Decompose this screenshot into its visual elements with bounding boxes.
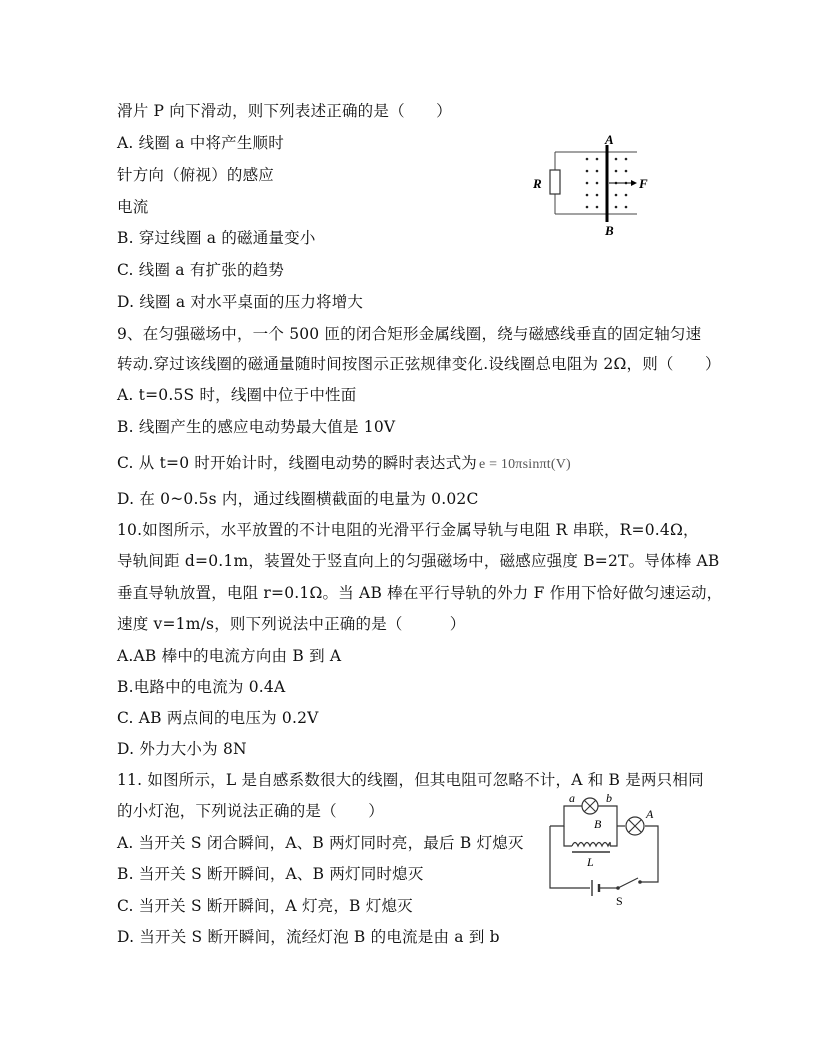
q11-option-d: D. 当开关 S 断开瞬间，流经灯泡 B 的电流是由 a 到 b [117,928,500,946]
label-s: S [616,894,623,908]
label-a: A [605,132,614,147]
q10-stem-line2: 导轨间距 d=0.1m，装置处于竖直向上的匀强磁场中，磁感应强度 B=2T。导体棒 AB [117,552,720,570]
label-lamp-b: B [594,817,602,831]
q11-option-c: C. 当开关 S 断开瞬间，A 灯亮，B 灯熄灭 [117,897,413,915]
q8-option-d: D. 线圈 a 对水平桌面的压力将增大 [117,293,364,311]
q10-option-d: D. 外力大小为 8N [117,740,247,758]
label-lamp-a: A [646,807,654,821]
q9-option-c [117,453,571,475]
q8-option-a: A. 线圈 a 中将产生顺时 [117,134,284,152]
q11-option-b: B. 当开关 S 断开瞬间，A、B 两灯同时熄灭 [117,865,424,883]
label-b-small: b [606,791,612,805]
q10-option-a: A.AB 棒中的电流方向由 B 到 A [117,647,342,665]
q10-stem-line3: 垂直导轨放置，电阻 r=0.1Ω。当 AB 棒在平行导轨的外力 F 作用下恰好做匀速运动， [117,584,723,602]
q11-option-a: A. 当开关 S 闭合瞬间，A、B 两灯同时亮，最后 B 灯熄灭 [117,834,524,852]
q10-stem-line4: 速度 v=1m/s，则下列说法中正确的是（ ） [117,615,466,633]
q8-option-a-cont2: 电流 [117,198,149,216]
q8-option-c: C. 线圈 a 有扩张的趋势 [117,261,285,279]
label-f: F [639,176,648,191]
q9-option-a: A. t=0.5S 时，线圈中位于中性面 [117,386,357,404]
switch-icon [616,878,642,890]
arrow-right-icon [631,180,637,186]
lamp-a-icon [626,817,644,835]
label-l: L [587,855,594,869]
q11-stem-line2: 的小灯泡，下列说法正确的是（ ） [117,802,384,820]
q8-option-a-cont1: 针方向（俯视）的感应 [117,166,275,184]
label-a-small: a [569,791,575,805]
battery-icon [592,880,607,896]
q10-stem-line1: 10.如图所示，水平放置的不计电阻的光滑平行金属导轨与电阻 R 串联，R=0.4Ω， [117,521,699,539]
lamp-b-icon [582,798,598,814]
q9-option-b: B. 线圈产生的感应电动势最大值是 10V [117,418,396,436]
label-r: R [533,176,542,191]
q9-option-d: D. 在 0~0.5s 内，通过线圈横截面的电量为 0.02C [117,490,479,508]
q8-option-b: B. 穿过线圈 a 的磁通量变小 [117,229,316,247]
resistor-icon [550,170,560,194]
inductor-circuit-figure [540,790,665,908]
rail-circuit-figure [525,132,660,240]
q9-option-c-formula: e = 10πsinπt(V) [479,457,571,472]
q11-stem-line1: 11. 如图所示，L 是自感系数很大的线圈，但其电阻可忽略不计，A 和 B 是两只相同 [117,771,704,789]
q9-option-c-text: C. 从 t=0 时开始计时，线圈电动势的瞬时表达式为 [117,454,477,472]
q9-stem-line2: 转动.穿过该线圈的磁通量随时间按图示正弦规律变化.设线圈总电阻为 2Ω，则（ ） [117,355,721,373]
q10-option-b: B.电路中的电流为 0.4A [117,678,286,696]
q9-stem-line1: 9、在匀强磁场中，一个 500 匝的闭合矩形金属线圈，绕与磁感线垂直的固定轴匀速 [117,325,702,343]
q10-option-c: C. AB 两点间的电压为 0.2V [117,709,319,727]
label-b: B [605,223,614,238]
inductor-icon [572,843,610,847]
q8-stem: 滑片 P 向下滑动，则下列表述正确的是（ ） [117,102,452,120]
